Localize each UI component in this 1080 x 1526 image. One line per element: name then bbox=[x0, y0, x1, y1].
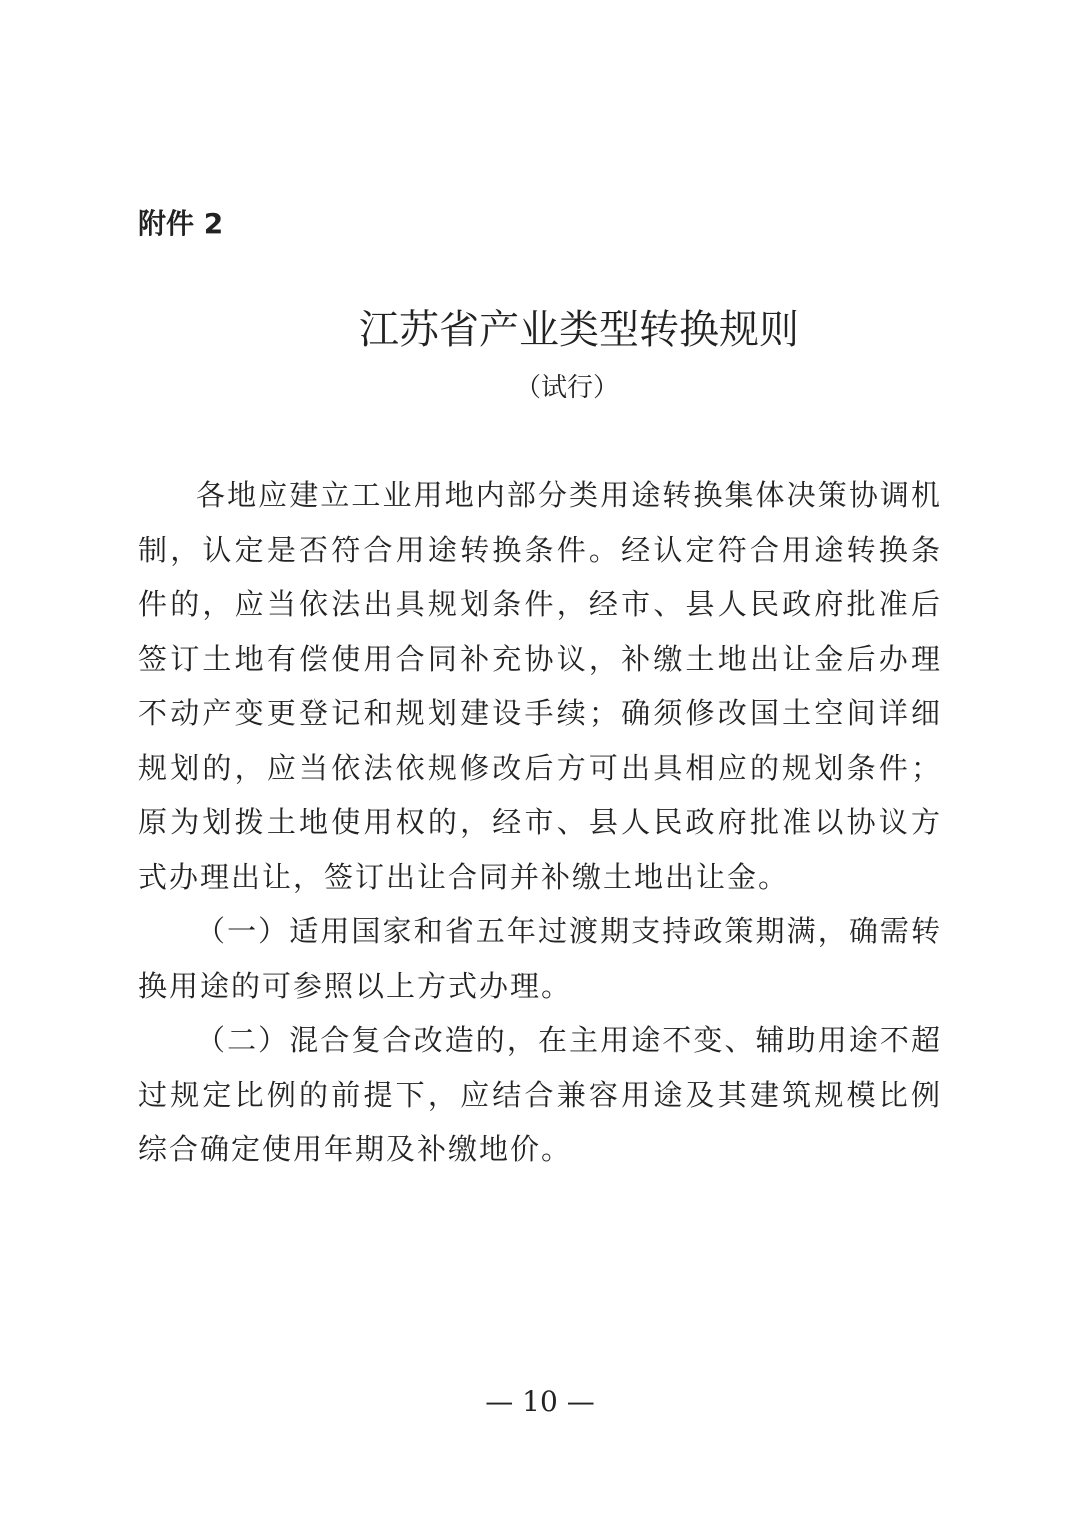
paragraph-item-1: （一）适用国家和省五年过渡期支持政策期满，确需转换用途的可参照以上方式办理。 bbox=[138, 914, 942, 1003]
document-subtitle: （试行） bbox=[514, 373, 619, 403]
document-title: 江苏省产业类型转换规则 bbox=[359, 307, 799, 353]
paragraph-item-2: （二）混合复合改造的，在主用途不变、辅助用途不超过规定比例的前提下，应结合兼容用途及其建筑规模比例综合确定使用年期及补缴地价。 bbox=[138, 1023, 942, 1166]
attachment-label: 附件 2 bbox=[138, 207, 224, 240]
paragraph-main: 各地应建立工业用地内部分类用途转换集体决策协调机制，认定是否符合用途转换条件。经认定符合用途转换条件的，应当依法出具规划条件，经市、县人民政府批准后签订土地有偿使用合同补充协议，补缴土地出让金后办理不动产变更登记和规划建设手续；确须修改国土空间详细规划的，应当依法依规修改后方可出具相应的规划条件；原为划拨土地使用权的，经市、县人民政府批准以协议方式办理出让，签订出让合同并补缴土地出让金。 bbox=[138, 478, 942, 894]
page-number: — 10 — bbox=[485, 1385, 595, 1418]
document-body bbox=[138, 468, 942, 1177]
